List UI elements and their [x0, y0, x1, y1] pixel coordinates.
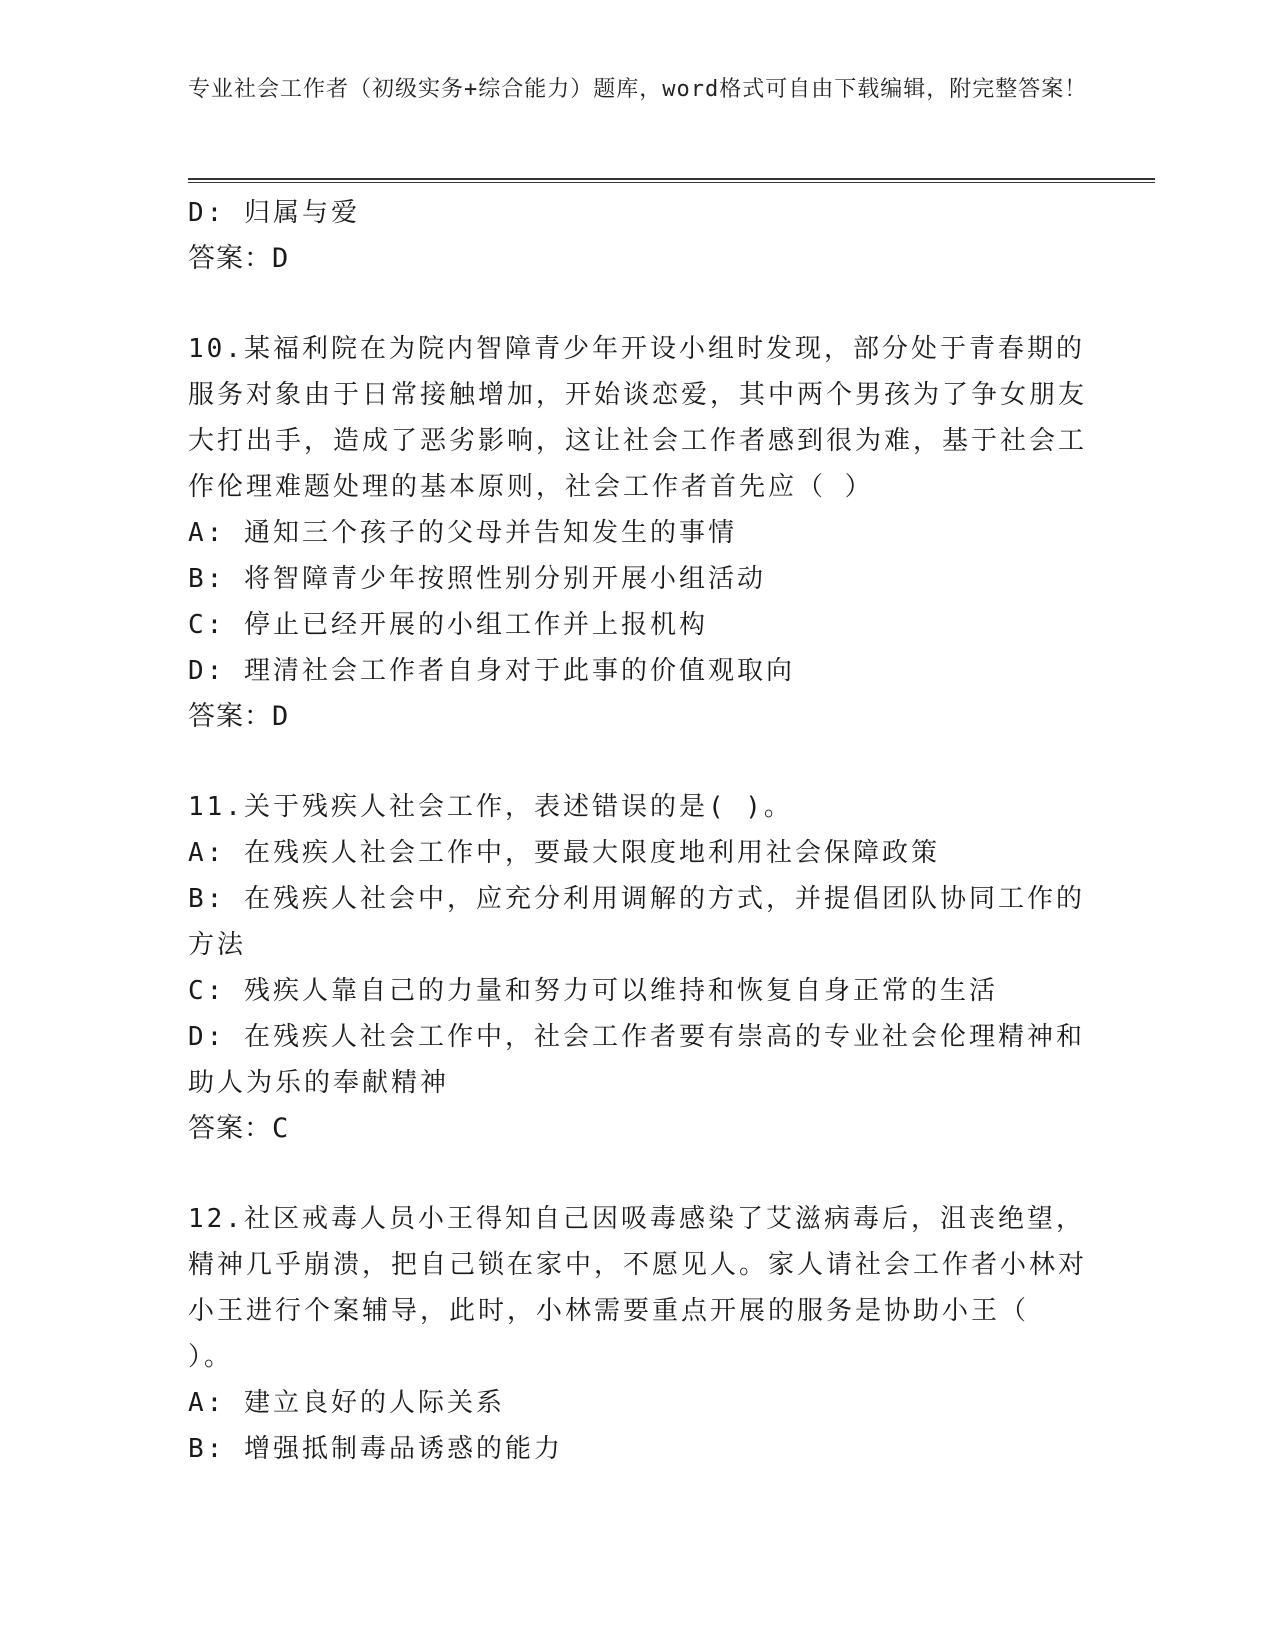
option-c: C: 停止已经开展的小组工作并上报机构: [188, 610, 708, 640]
answer-label: 答案：: [188, 243, 272, 274]
answer-label: 答案：: [188, 701, 272, 732]
answer-value: C: [272, 1113, 290, 1144]
option-a: A: 在残疾人社会工作中，要最大限度地利用社会保障政策: [188, 838, 940, 868]
option-d: D: 归属与爱: [188, 198, 360, 228]
answer-label: 答案：: [188, 1113, 272, 1144]
answer-line: [188, 236, 1088, 282]
question-stem: 10.某福利院在为院内智障青少年开设小组时发现，部分处于青春期的服务对象由于日常接触增加，开始谈恋爱，其中两个男孩为了争女朋友大打出手，造成了恶劣影响，这让社会工作者感到很为难，基于社会工作伦理难题处理的基本原则，社会工作者首先应（ ）: [188, 334, 1088, 502]
option-a: A: 建立良好的人际关系: [188, 1388, 505, 1418]
option-d: D: 理清社会工作者自身对于此事的价值观取向: [188, 656, 795, 686]
header-divider: [188, 178, 1155, 183]
answer-value: D: [272, 701, 290, 732]
answer-line: [188, 1106, 1088, 1152]
answer-value: D: [272, 243, 290, 274]
answer-line: [188, 694, 1088, 740]
question-11: [188, 784, 1088, 1152]
question-stem: 12.社区戒毒人员小王得知自己因吸毒感染了艾滋病毒后，沮丧绝望，精神几乎崩溃，把自己锁在家中，不愿见人。家人请社会工作者小林对小王进行个案辅导，此时，小林需要重点开展的服务是协助小王（ ）。: [188, 1204, 1088, 1372]
option-b: B: 在残疾人社会中，应充分利用调解的方式，并提倡团队协同工作的方法: [188, 884, 1085, 960]
option-b: B: 将智障青少年按照性别分别开展小组活动: [188, 564, 766, 594]
document-body: [188, 190, 1088, 1472]
question-stem: 11.关于残疾人社会工作，表述错误的是( )。: [188, 792, 793, 822]
page-header: 专业社会工作者（初级实务+综合能力）题库，word格式可自由下载编辑，附完整答案！: [188, 77, 1088, 102]
option-b: B: 增强抵制毒品诱惑的能力: [188, 1434, 563, 1464]
question-12: [188, 1196, 1088, 1472]
question-10: [188, 326, 1088, 740]
option-c: C: 残疾人靠自己的力量和努力可以维持和恢复自身正常的生活: [188, 976, 998, 1006]
option-a: A: 通知三个孩子的父母并告知发生的事情: [188, 518, 737, 548]
option-d: D: 在残疾人社会工作中，社会工作者要有崇高的专业社会伦理精神和助人为乐的奉献精神: [188, 1022, 1085, 1098]
